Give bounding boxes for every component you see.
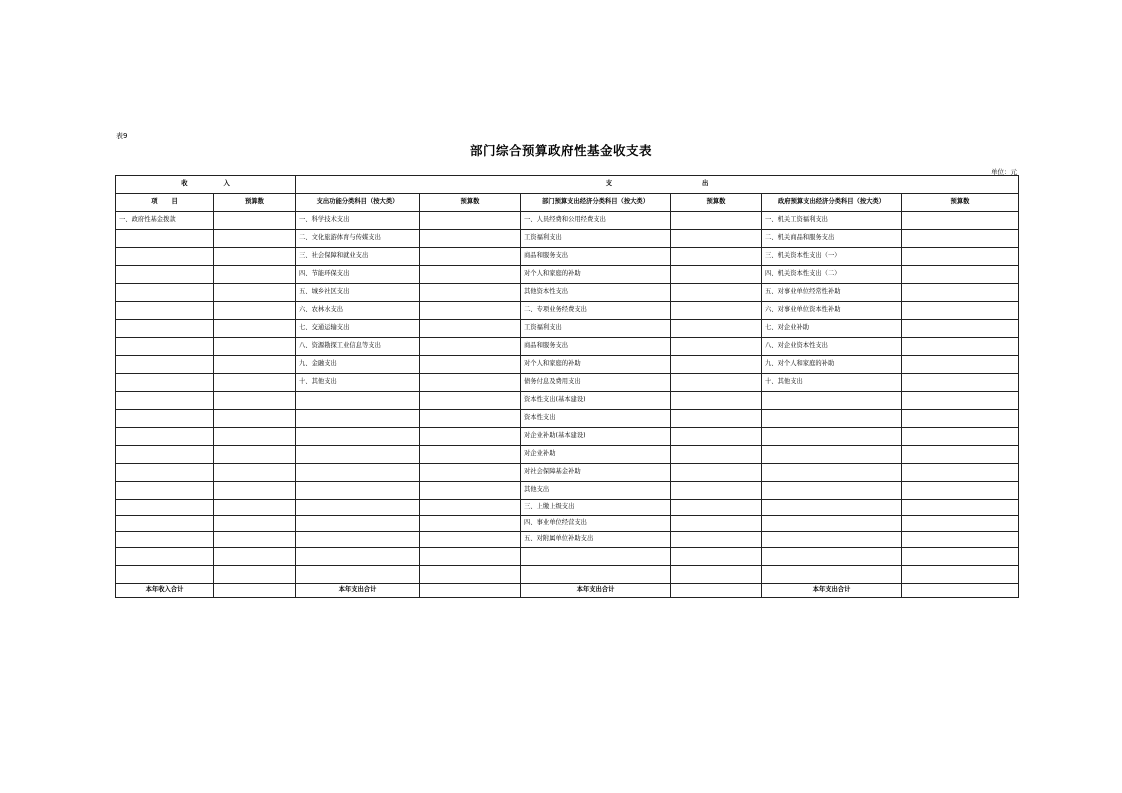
table-row <box>116 532 1019 548</box>
income-item <box>116 532 214 548</box>
income-budget-value <box>214 338 296 356</box>
dept-econ-item: 五、对附属单位补助支出 <box>521 532 671 548</box>
gov-econ-budget-value <box>902 392 1019 410</box>
income-budget-value <box>214 446 296 464</box>
income-budget-value <box>214 516 296 532</box>
income-budget-value <box>214 532 296 548</box>
income-item <box>116 500 214 516</box>
gov-econ-budget-value <box>902 428 1019 446</box>
func-item: 六、农林水支出 <box>296 302 420 320</box>
income-budget-value <box>214 230 296 248</box>
income-item <box>116 248 214 266</box>
table-row <box>116 212 1019 230</box>
income-item <box>116 464 214 482</box>
func-item <box>296 532 420 548</box>
income-total-label: 本年收入合计 <box>116 584 214 598</box>
gov-econ-item: 三、机关资本性支出（一） <box>762 248 902 266</box>
func-item <box>296 548 420 566</box>
table-row <box>116 464 1019 482</box>
func-budget-value <box>420 302 521 320</box>
dept-econ-item: 其他资本性支出 <box>521 284 671 302</box>
func-budget-value <box>420 374 521 392</box>
func-budget-value <box>420 212 521 230</box>
table-row <box>116 356 1019 374</box>
dept-econ-item <box>521 548 671 566</box>
income-item <box>116 230 214 248</box>
income-item <box>116 284 214 302</box>
col-header-func-budget: 预算数 <box>420 194 521 212</box>
gov-econ-budget-value <box>902 248 1019 266</box>
func-budget-value <box>420 410 521 428</box>
gov-econ-budget-value <box>902 374 1019 392</box>
dept-econ-budget-value <box>671 230 762 248</box>
dept-econ-budget-value <box>671 248 762 266</box>
func-budget-value <box>420 548 521 566</box>
gov-econ-budget-value <box>902 410 1019 428</box>
dept-econ-item: 对社会保障基金补助 <box>521 464 671 482</box>
dept-econ-budget-value <box>671 482 762 500</box>
func-item <box>296 516 420 532</box>
gov-econ-item <box>762 500 902 516</box>
income-budget-value <box>214 392 296 410</box>
gov-econ-budget-value <box>902 302 1019 320</box>
dept-econ-budget-value <box>671 410 762 428</box>
func-item <box>296 500 420 516</box>
dept-econ-budget-value <box>671 548 762 566</box>
dept-econ-item: 对企业补助(基本建设) <box>521 428 671 446</box>
table-row <box>116 482 1019 500</box>
table-number: 表9 <box>116 132 128 140</box>
col-header-dept-econ-class: 部门预算支出经济分类科目（按大类） <box>521 194 671 212</box>
dept-econ-budget-value <box>671 464 762 482</box>
income-item <box>116 266 214 284</box>
dept-econ-item: 一、人员经费和公用经费支出 <box>521 212 671 230</box>
income-budget-value <box>214 548 296 566</box>
income-item <box>116 548 214 566</box>
income-item <box>116 374 214 392</box>
dept-econ-item: 对个人和家庭的补助 <box>521 356 671 374</box>
gov-econ-budget-value <box>902 464 1019 482</box>
budget-table <box>115 175 1019 598</box>
gov-econ-item: 一、机关工资福利支出 <box>762 212 902 230</box>
dept-econ-item: 商品和服务支出 <box>521 248 671 266</box>
gov-econ-budget-value <box>902 548 1019 566</box>
dept-econ-budget-value <box>671 320 762 338</box>
gov-econ-item <box>762 548 902 566</box>
func-budget-value <box>420 356 521 374</box>
func-item <box>296 446 420 464</box>
gov-econ-item: 二、机关商品和服务支出 <box>762 230 902 248</box>
gov-econ-budget-value <box>902 532 1019 548</box>
dept-econ-item: 债务付息及费用支出 <box>521 374 671 392</box>
dept-econ-budget-value <box>671 338 762 356</box>
func-budget-value <box>420 320 521 338</box>
income-item <box>116 566 214 584</box>
func-budget-value <box>420 566 521 584</box>
income-budget-value <box>214 410 296 428</box>
table-row <box>116 446 1019 464</box>
table-row <box>116 566 1019 584</box>
gov-econ-budget-value <box>902 446 1019 464</box>
income-item <box>116 446 214 464</box>
expenditure-group-header: 支出 <box>296 176 1019 194</box>
gov-econ-item: 六、对事业单位资本性补助 <box>762 302 902 320</box>
dept-econ-item: 商品和服务支出 <box>521 338 671 356</box>
dept-econ-budget-value <box>671 374 762 392</box>
income-budget-value <box>214 374 296 392</box>
dept-econ-budget-value <box>671 356 762 374</box>
dept-econ-budget-value <box>671 266 762 284</box>
col-header-dept-econ-budget: 预算数 <box>671 194 762 212</box>
gov-econ-item <box>762 532 902 548</box>
table-row <box>116 248 1019 266</box>
func-budget-value <box>420 428 521 446</box>
table-row <box>116 500 1019 516</box>
income-budget-value <box>214 500 296 516</box>
table-row <box>116 302 1019 320</box>
table-row <box>116 516 1019 532</box>
gov-econ-item: 十、其他支出 <box>762 374 902 392</box>
gov-econ-budget-value <box>902 500 1019 516</box>
col-header-func-class: 支出功能分类科目（按大类） <box>296 194 420 212</box>
dept-econ-total-value <box>671 584 762 598</box>
income-item <box>116 338 214 356</box>
func-budget-value <box>420 230 521 248</box>
func-item: 七、交通运输支出 <box>296 320 420 338</box>
func-budget-value <box>420 516 521 532</box>
gov-econ-item: 七、对企业补助 <box>762 320 902 338</box>
income-item <box>116 482 214 500</box>
income-budget-value <box>214 464 296 482</box>
func-budget-value <box>420 482 521 500</box>
income-item <box>116 356 214 374</box>
dept-econ-item: 对个人和家庭的补助 <box>521 266 671 284</box>
func-item <box>296 464 420 482</box>
income-budget-value <box>214 212 296 230</box>
dept-econ-budget-value <box>671 446 762 464</box>
col-header-income-budget: 预算数 <box>214 194 296 212</box>
income-budget-value <box>214 284 296 302</box>
dept-econ-item: 工资福利支出 <box>521 230 671 248</box>
gov-econ-item: 五、对事业单位经常性补助 <box>762 284 902 302</box>
gov-econ-item <box>762 566 902 584</box>
income-item <box>116 410 214 428</box>
gov-econ-total-label: 本年支出合计 <box>762 584 902 598</box>
gov-econ-item <box>762 516 902 532</box>
func-total-value <box>420 584 521 598</box>
income-group-header: 收入 <box>116 176 296 194</box>
dept-econ-item: 二、专项业务经费支出 <box>521 302 671 320</box>
table-row <box>116 266 1019 284</box>
income-budget-value <box>214 248 296 266</box>
dept-econ-budget-value <box>671 500 762 516</box>
income-budget-value <box>214 428 296 446</box>
func-item: 十、其他支出 <box>296 374 420 392</box>
gov-econ-item: 九、对个人和家庭的补助 <box>762 356 902 374</box>
income-budget-value <box>214 482 296 500</box>
func-item <box>296 392 420 410</box>
gov-econ-item <box>762 482 902 500</box>
dept-econ-budget-value <box>671 566 762 584</box>
func-item: 四、节能环保支出 <box>296 266 420 284</box>
gov-econ-budget-value <box>902 356 1019 374</box>
table-row <box>116 320 1019 338</box>
func-item <box>296 566 420 584</box>
table-row <box>116 374 1019 392</box>
document-title: 部门综合预算政府性基金收支表 <box>469 143 652 158</box>
table-row <box>116 392 1019 410</box>
dept-econ-item: 四、事业单位经营支出 <box>521 516 671 532</box>
dept-econ-item: 工资福利支出 <box>521 320 671 338</box>
gov-econ-item <box>762 446 902 464</box>
gov-econ-total-value <box>902 584 1019 598</box>
gov-econ-item <box>762 410 902 428</box>
gov-econ-budget-value <box>902 338 1019 356</box>
func-item: 九、金融支出 <box>296 356 420 374</box>
func-item <box>296 410 420 428</box>
gov-econ-item: 四、机关资本性支出（二） <box>762 266 902 284</box>
func-item: 五、城乡社区支出 <box>296 284 420 302</box>
func-item <box>296 428 420 446</box>
group-header-row <box>116 176 1019 194</box>
dept-econ-item: 对企业补助 <box>521 446 671 464</box>
func-item <box>296 482 420 500</box>
table-row <box>116 410 1019 428</box>
income-item <box>116 428 214 446</box>
income-item <box>116 302 214 320</box>
dept-econ-budget-value <box>671 302 762 320</box>
income-budget-value <box>214 302 296 320</box>
dept-econ-total-label: 本年支出合计 <box>521 584 671 598</box>
gov-econ-budget-value <box>902 482 1019 500</box>
dept-econ-budget-value <box>671 516 762 532</box>
col-header-item: 项目 <box>116 194 214 212</box>
col-header-gov-econ-class: 政府预算支出经济分类科目（按大类） <box>762 194 902 212</box>
income-budget-value <box>214 266 296 284</box>
table-row <box>116 548 1019 566</box>
func-item: 三、社会保障和就业支出 <box>296 248 420 266</box>
income-budget-value <box>214 320 296 338</box>
total-row <box>116 584 1019 598</box>
income-budget-value <box>214 356 296 374</box>
func-item: 一、科学技术支出 <box>296 212 420 230</box>
table-row <box>116 284 1019 302</box>
table-row <box>116 428 1019 446</box>
func-budget-value <box>420 464 521 482</box>
dept-econ-item: 其他支出 <box>521 482 671 500</box>
dept-econ-item: 三、上缴上级支出 <box>521 500 671 516</box>
dept-econ-budget-value <box>671 392 762 410</box>
func-budget-value <box>420 338 521 356</box>
gov-econ-budget-value <box>902 566 1019 584</box>
gov-econ-budget-value <box>902 230 1019 248</box>
dept-econ-budget-value <box>671 532 762 548</box>
gov-econ-budget-value <box>902 266 1019 284</box>
col-header-gov-econ-budget: 预算数 <box>902 194 1019 212</box>
func-item: 二、文化旅游体育与传媒支出 <box>296 230 420 248</box>
func-budget-value <box>420 248 521 266</box>
dept-econ-budget-value <box>671 284 762 302</box>
dept-econ-item: 资本性支出(基本建设) <box>521 392 671 410</box>
gov-econ-item <box>762 428 902 446</box>
func-item: 八、资源勘探工业信息等支出 <box>296 338 420 356</box>
gov-econ-item: 八、对企业资本性支出 <box>762 338 902 356</box>
table-row <box>116 230 1019 248</box>
gov-econ-budget-value <box>902 212 1019 230</box>
func-total-label: 本年支出合计 <box>296 584 420 598</box>
func-budget-value <box>420 532 521 548</box>
func-budget-value <box>420 500 521 516</box>
income-budget-value <box>214 566 296 584</box>
dept-econ-budget-value <box>671 212 762 230</box>
func-budget-value <box>420 266 521 284</box>
income-item: 一、政府性基金拨款 <box>116 212 214 230</box>
income-total-value <box>214 584 296 598</box>
gov-econ-item <box>762 464 902 482</box>
income-item <box>116 516 214 532</box>
column-header-row <box>116 194 1019 212</box>
dept-econ-budget-value <box>671 428 762 446</box>
dept-econ-item: 资本性支出 <box>521 410 671 428</box>
income-item <box>116 320 214 338</box>
income-item <box>116 392 214 410</box>
gov-econ-budget-value <box>902 516 1019 532</box>
func-budget-value <box>420 284 521 302</box>
gov-econ-budget-value <box>902 284 1019 302</box>
func-budget-value <box>420 446 521 464</box>
dept-econ-item <box>521 566 671 584</box>
gov-econ-item <box>762 392 902 410</box>
gov-econ-budget-value <box>902 320 1019 338</box>
func-budget-value <box>420 392 521 410</box>
table-row <box>116 338 1019 356</box>
unit-label: 单位：元 <box>991 168 1017 176</box>
